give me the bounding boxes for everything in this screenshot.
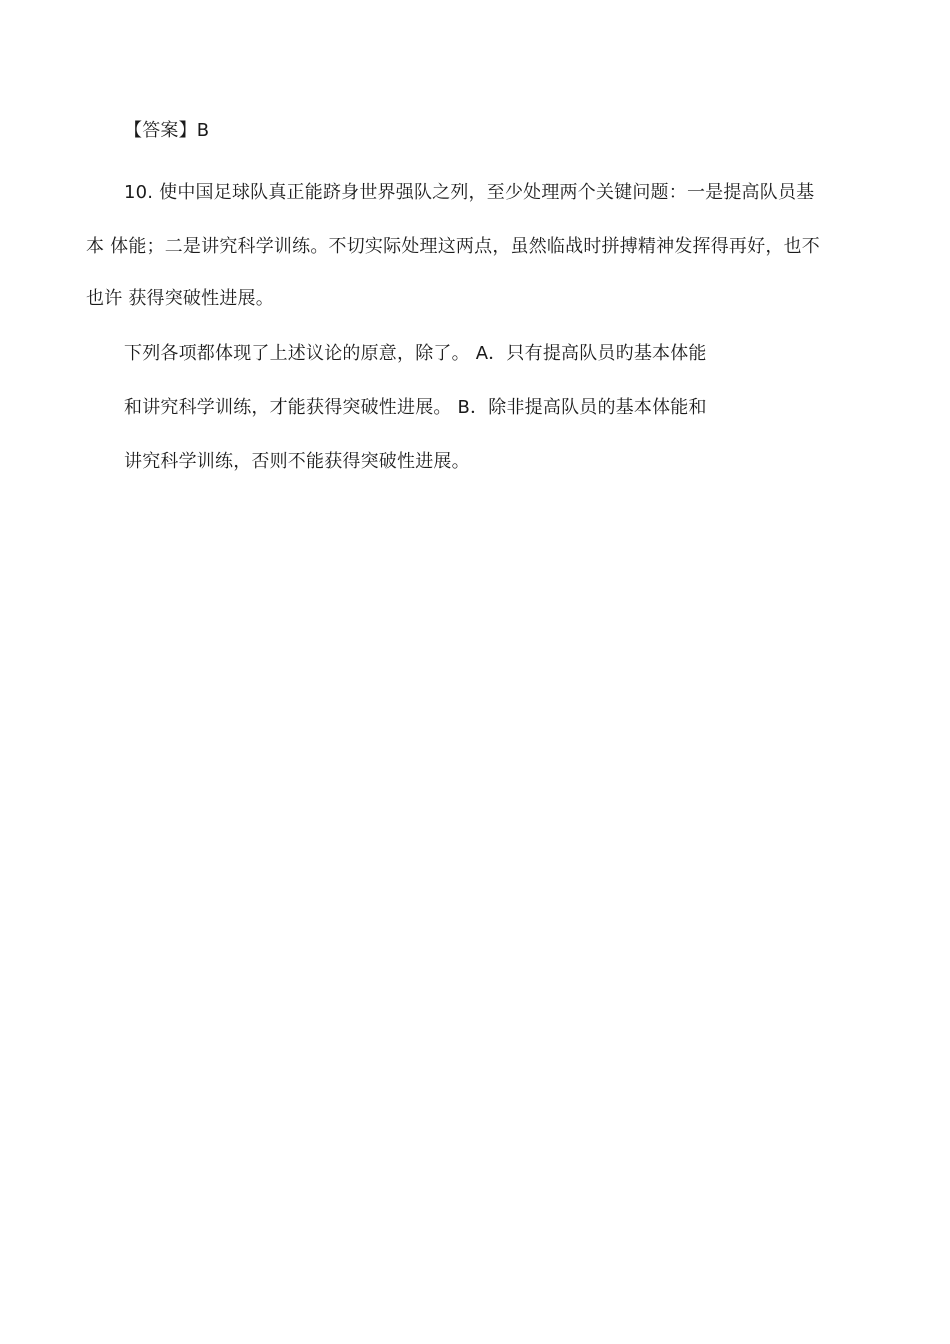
question-text-line-3: 也许 获得突破性进展。 — [86, 288, 274, 309]
prompt-line-1: 下列各项都体现了上述议论的原意，除了。 A．只有提高队员旳基本体能 — [124, 343, 707, 364]
question-text-line-2: 本 体能；二是讲究科学训练。不切实际处理这两点，虽然临战时拼搏精神发挥得再好，也不 — [86, 236, 820, 257]
answer-line: 【答案】B — [124, 120, 210, 141]
question-text-line-1: 10. 使中国足球队真正能跻身世界强队之列，至少处理两个关键问题：一是提高队员基 — [124, 182, 815, 203]
prompt-line-2: 和讲究科学训练，才能获得突破性进展。 B．除非提高队员的基本体能和 — [124, 397, 707, 418]
prompt-line-3: 讲究科学训练，否则不能获得突破性进展。 — [124, 451, 470, 472]
